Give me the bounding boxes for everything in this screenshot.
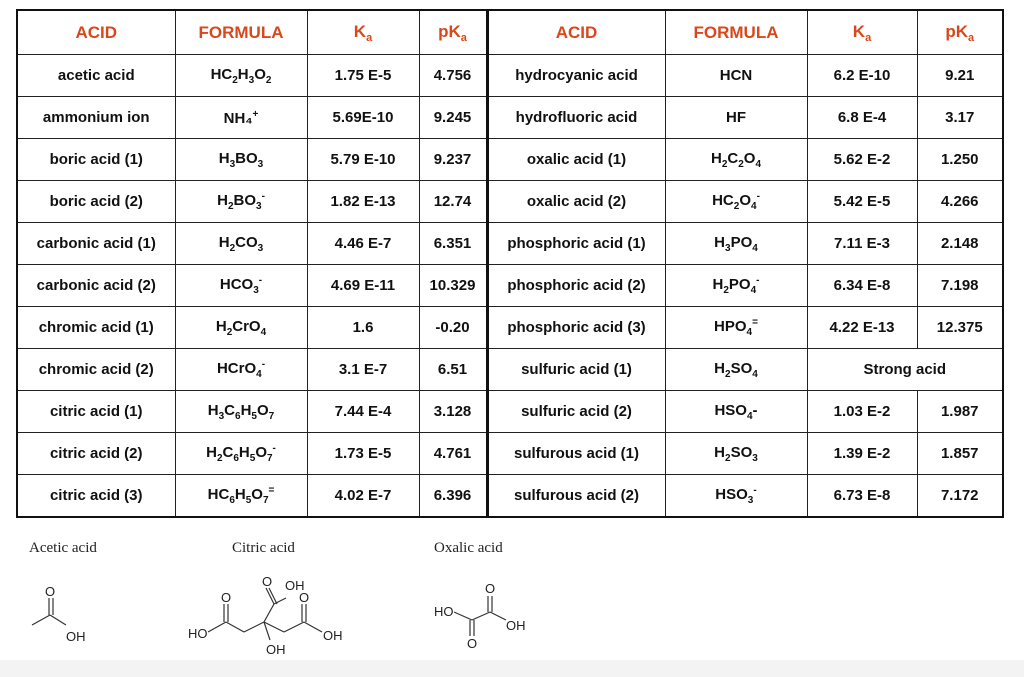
chemical-formula: [207, 401, 275, 422]
bottom-band: [0, 660, 1024, 677]
acid-name: chromic acid (2): [17, 349, 175, 391]
formula-part: -: [261, 359, 266, 370]
formula-part: 5: [251, 410, 257, 422]
ka-value: 6.2 E-10: [807, 55, 917, 97]
formula-part: +: [252, 108, 259, 120]
acid-name: sulfuric acid (2): [487, 391, 665, 433]
formula-part: 4: [752, 368, 758, 380]
formula-cell: [175, 223, 307, 265]
formula-part: -: [258, 275, 263, 286]
formula-part: 3: [725, 242, 731, 254]
formula-part: 2: [227, 201, 234, 212]
citric-acid-label: Citric acid: [232, 540, 295, 556]
formula-cell: [665, 475, 807, 518]
formula-part: 3: [248, 74, 255, 86]
formula-part: 4: [755, 158, 762, 170]
table-row: [17, 181, 1003, 223]
formula-part: HCrO: [216, 360, 257, 377]
ka-value: 5.62 E-2: [807, 139, 917, 181]
formula-cell: [175, 475, 307, 518]
formula-part: 2: [232, 74, 238, 86]
pka-value: 7.198: [917, 265, 1003, 307]
ka-value: 5.42 E-5: [807, 181, 917, 223]
hydroxyl-right: OH: [506, 618, 526, 633]
header-formula-right: FORMULA: [665, 10, 807, 55]
pka-value: 9.245: [419, 97, 487, 139]
pka-value: 3.128: [419, 391, 487, 433]
pka-value: 3.17: [917, 97, 1003, 139]
formula-cell: [665, 349, 807, 391]
formula-part: O: [255, 444, 267, 461]
formula-part: =: [752, 317, 758, 328]
formula-part: H: [217, 192, 228, 209]
formula-part: 4: [746, 327, 753, 338]
formula-part: H: [218, 233, 230, 251]
formula-part: SO: [730, 359, 753, 377]
formula-cell: [665, 223, 807, 265]
formula-part: O: [254, 65, 266, 83]
formula-cell: [175, 139, 307, 181]
pka-value: 4.756: [419, 55, 487, 97]
formula-part: -: [752, 401, 758, 419]
formula-part: HC: [207, 486, 230, 503]
ka-value: 4.02 E-7: [307, 475, 419, 518]
formula-part: 2: [216, 453, 223, 464]
formula-cell: [665, 55, 807, 97]
formula-part: H: [215, 317, 227, 335]
acid-name: sulfurous acid (2): [487, 475, 665, 518]
acid-name: ammonium ion: [17, 97, 175, 139]
formula-part: 3: [218, 410, 225, 422]
formula-part: 2: [725, 452, 731, 464]
pka-value: 6.351: [419, 223, 487, 265]
acetic-acid-label: Acetic acid: [29, 540, 97, 556]
formula-part: H: [234, 486, 246, 503]
formula-cell: [175, 265, 307, 307]
formula-part: 4: [751, 201, 757, 212]
formula-cell: [175, 55, 307, 97]
formula-part: 6: [229, 495, 235, 506]
ka-value: 1.6: [307, 307, 419, 349]
formula-part: 2: [229, 242, 236, 254]
header-acid-left: ACID: [17, 10, 175, 55]
formula-part: 4: [752, 242, 758, 254]
formula-part: 2: [226, 326, 233, 338]
chemical-formula: [215, 317, 267, 338]
formula-part: 3: [229, 158, 236, 170]
formula-part: C: [222, 444, 234, 461]
acid-name: acetic acid: [17, 55, 175, 97]
formula-cell: [175, 181, 307, 223]
formula-part: 3: [257, 158, 264, 170]
acid-name: phosphoric acid (3): [487, 307, 665, 349]
chemical-formula: [712, 191, 760, 212]
ka-value: 6.8 E-4: [807, 97, 917, 139]
chemical-formula: [207, 485, 275, 506]
carbonyl-oxygen-left: O: [221, 590, 232, 605]
ka-value: 1.75 E-5: [307, 55, 419, 97]
formula-part: HC: [210, 65, 233, 83]
formula-cell: [665, 265, 807, 307]
formula-cell: [665, 391, 807, 433]
formula-cell: [175, 307, 307, 349]
formula-part: H: [714, 233, 726, 251]
formula-part: 7: [262, 495, 269, 506]
oxalic-acid-structure: [432, 578, 542, 658]
formula-part: H: [712, 276, 724, 293]
table-row: [17, 433, 1003, 475]
hydroxyl-left: HO: [188, 626, 208, 641]
pka-value: 2.148: [917, 223, 1003, 265]
chemical-formula: [726, 109, 746, 126]
carbonyl-oxygen: O: [45, 584, 56, 599]
oxalic-acid-label: Oxalic acid: [434, 540, 503, 556]
acetic-acid-structure: [28, 582, 118, 652]
strong-acid-note: Strong acid: [807, 349, 1003, 391]
ka-value: 7.11 E-3: [807, 223, 917, 265]
formula-part: -: [753, 485, 757, 496]
pka-value: 1.987: [917, 391, 1003, 433]
chemical-formula: [714, 233, 758, 254]
acid-name: sulfurous acid (1): [487, 433, 665, 475]
chemical-formula: [217, 191, 265, 212]
ka-value: 5.69E-10: [307, 97, 419, 139]
formula-part: 5: [249, 453, 256, 464]
carbonyl-oxygen-top: O: [262, 574, 273, 589]
acid-constants-table: [16, 9, 1004, 518]
formula-part: NH₄: [223, 109, 253, 127]
formula-part: 5: [245, 495, 252, 506]
pka-value: 12.74: [419, 181, 487, 223]
hydroxyl-left: HO: [434, 604, 454, 619]
formula-cell: [665, 139, 807, 181]
acid-name: citric acid (2): [17, 433, 175, 475]
formula-part: -: [756, 275, 760, 286]
pka-value: 1.250: [917, 139, 1003, 181]
formula-part: O: [256, 401, 269, 419]
carbonyl-oxygen-bottom: O: [467, 636, 478, 651]
formula-part: 6: [233, 453, 239, 464]
acid-name: boric acid (2): [17, 181, 175, 223]
pka-value: 7.172: [917, 475, 1003, 518]
ka-value: 3.1 E-7: [307, 349, 419, 391]
formula-part: H: [207, 401, 219, 419]
formula-part: 2: [733, 201, 740, 212]
chemical-formula: [218, 233, 264, 254]
carbonyl-oxygen-top: O: [485, 581, 496, 596]
formula-cell: [175, 349, 307, 391]
ka-value: 6.73 E-8: [807, 475, 917, 518]
acid-name: oxalic acid (1): [487, 139, 665, 181]
header-ka-left: $K_a$: [307, 10, 419, 55]
formula-part: 2: [738, 158, 744, 170]
formula-part: HF: [726, 109, 746, 126]
formula-part: O: [739, 192, 751, 209]
formula-cell: [665, 97, 807, 139]
formula-part: H: [206, 444, 217, 461]
formula-part: HCO: [219, 276, 254, 293]
header-pka-left: $pK_a$: [419, 10, 487, 55]
formula-cell: [665, 433, 807, 475]
formula-part: BO: [235, 149, 258, 167]
formula-part: C: [727, 149, 739, 167]
ka-value: 1.82 E-13: [307, 181, 419, 223]
formula-part: -: [272, 443, 276, 454]
formula-part: BO: [233, 192, 256, 209]
acid-name: oxalic acid (2): [487, 181, 665, 223]
formula-part: O: [743, 149, 756, 167]
chemical-formula: [224, 110, 259, 127]
chemical-formula: [710, 149, 762, 170]
acid-name: phosphoric acid (2): [487, 265, 665, 307]
table-row: [17, 349, 1003, 391]
ka-value: 1.39 E-2: [807, 433, 917, 475]
pka-value: 4.266: [917, 181, 1003, 223]
chemical-formula: [715, 485, 757, 506]
pka-value: 1.857: [917, 433, 1003, 475]
pka-value: 4.761: [419, 433, 487, 475]
pka-value: 6.396: [419, 475, 487, 518]
carbonyl-oxygen-right: O: [299, 590, 310, 605]
formula-part: 3: [257, 242, 264, 254]
formula-part: -: [261, 191, 265, 202]
formula-cell: [665, 307, 807, 349]
formula-part: H: [714, 443, 726, 461]
hydroxyl-bottom: OH: [266, 642, 286, 657]
formula-part: HPO: [714, 318, 747, 335]
ka-value: 4.46 E-7: [307, 223, 419, 265]
formula-part: H: [240, 401, 252, 419]
acid-name: phosphoric acid (1): [487, 223, 665, 265]
hydroxyl-top: OH: [285, 578, 305, 593]
chemical-formula: [712, 275, 760, 296]
pka-value: 6.51: [419, 349, 487, 391]
formula-part: HCN: [719, 67, 753, 84]
table-row: [17, 391, 1003, 433]
chemical-formula: [216, 359, 266, 380]
acid-name: citric acid (1): [17, 391, 175, 433]
table-row: [17, 139, 1003, 181]
ka-value: 7.44 E-4: [307, 391, 419, 433]
table-row: [17, 55, 1003, 97]
header-pka-right: $pK_a$: [917, 10, 1003, 55]
formula-part: 7: [266, 453, 273, 464]
formula-part: SO: [730, 443, 753, 461]
ka-value: 5.79 E-10: [307, 139, 419, 181]
formula-part: CO: [235, 233, 258, 251]
acid-name: citric acid (3): [17, 475, 175, 518]
formula-part: 3: [253, 285, 259, 296]
formula-part: HC: [712, 192, 734, 209]
table-body: [17, 55, 1003, 518]
formula-part: C: [224, 401, 236, 419]
formula-part: H: [218, 149, 230, 167]
chemical-formula: [218, 149, 264, 170]
formula-part: H: [238, 444, 250, 461]
formula-part: HSO: [714, 401, 747, 419]
formula-part: 4: [750, 285, 757, 296]
formula-part: H: [710, 149, 722, 167]
acid-name: chromic acid (1): [17, 307, 175, 349]
acid-name: carbonic acid (2): [17, 265, 175, 307]
chemical-formula: [714, 317, 758, 338]
ka-value: 4.22 E-13: [807, 307, 917, 349]
formula-part: 3: [747, 495, 754, 506]
pka-value: 12.375: [917, 307, 1003, 349]
formula-cell: [175, 391, 307, 433]
formula-part: 6: [235, 410, 241, 422]
formula-part: 3: [752, 452, 758, 464]
chemical-formula: [714, 359, 758, 380]
chemical-formula: [210, 65, 272, 86]
formula-part: PO: [728, 276, 751, 293]
table-row: [17, 307, 1003, 349]
formula-part: 4: [260, 326, 267, 338]
header-acid-right: ACID: [487, 10, 665, 55]
chemical-formula: [714, 443, 758, 464]
acid-name: sulfuric acid (1): [487, 349, 665, 391]
formula-part: 4: [746, 410, 753, 422]
formula-part: =: [268, 485, 275, 496]
acid-name: hydrofluoric acid: [487, 97, 665, 139]
table-row: [17, 97, 1003, 139]
citric-acid-structure: [188, 574, 368, 660]
formula-part: 2: [721, 158, 728, 170]
pka-value: 10.329: [419, 265, 487, 307]
ka-value: 1.03 E-2: [807, 391, 917, 433]
ka-value: 4.69 E-11: [307, 265, 419, 307]
chemical-formula: [206, 443, 276, 464]
acid-name: hydrocyanic acid: [487, 55, 665, 97]
formula-part: 2: [265, 74, 272, 86]
table-row: [17, 475, 1003, 518]
chemical-formula: [720, 67, 753, 84]
formula-part: PO: [730, 233, 753, 251]
table-header-row: [17, 10, 1003, 55]
formula-part: O: [251, 486, 263, 503]
formula-part: HSO: [715, 486, 748, 503]
pka-value: 9.21: [917, 55, 1003, 97]
hydroxyl-right: OH: [323, 628, 343, 643]
formula-cell: [175, 433, 307, 475]
header-formula-left: FORMULA: [175, 10, 307, 55]
acid-name: carbonic acid (1): [17, 223, 175, 265]
table-row: [17, 223, 1003, 265]
formula-part: 2: [725, 368, 731, 380]
formula-cell: [175, 97, 307, 139]
chemical-formula: [714, 401, 758, 422]
pka-value: 9.237: [419, 139, 487, 181]
formula-part: 4: [256, 369, 262, 380]
formula-part: 7: [268, 410, 275, 422]
pka-value: -0.20: [419, 307, 487, 349]
formula-part: -: [756, 191, 760, 202]
ka-value: 6.34 E-8: [807, 265, 917, 307]
table-row: [17, 265, 1003, 307]
chemical-formula: [219, 275, 263, 296]
formula-part: H: [237, 65, 249, 83]
hydroxyl-group: OH: [66, 629, 86, 644]
formula-part: 3: [256, 201, 262, 212]
formula-part: 2: [723, 285, 729, 296]
formula-part: CrO: [232, 317, 261, 335]
formula-part: H: [714, 359, 726, 377]
header-ka-right: $K_a$: [807, 10, 917, 55]
ka-value: 1.73 E-5: [307, 433, 419, 475]
acid-name: boric acid (1): [17, 139, 175, 181]
formula-cell: [665, 181, 807, 223]
